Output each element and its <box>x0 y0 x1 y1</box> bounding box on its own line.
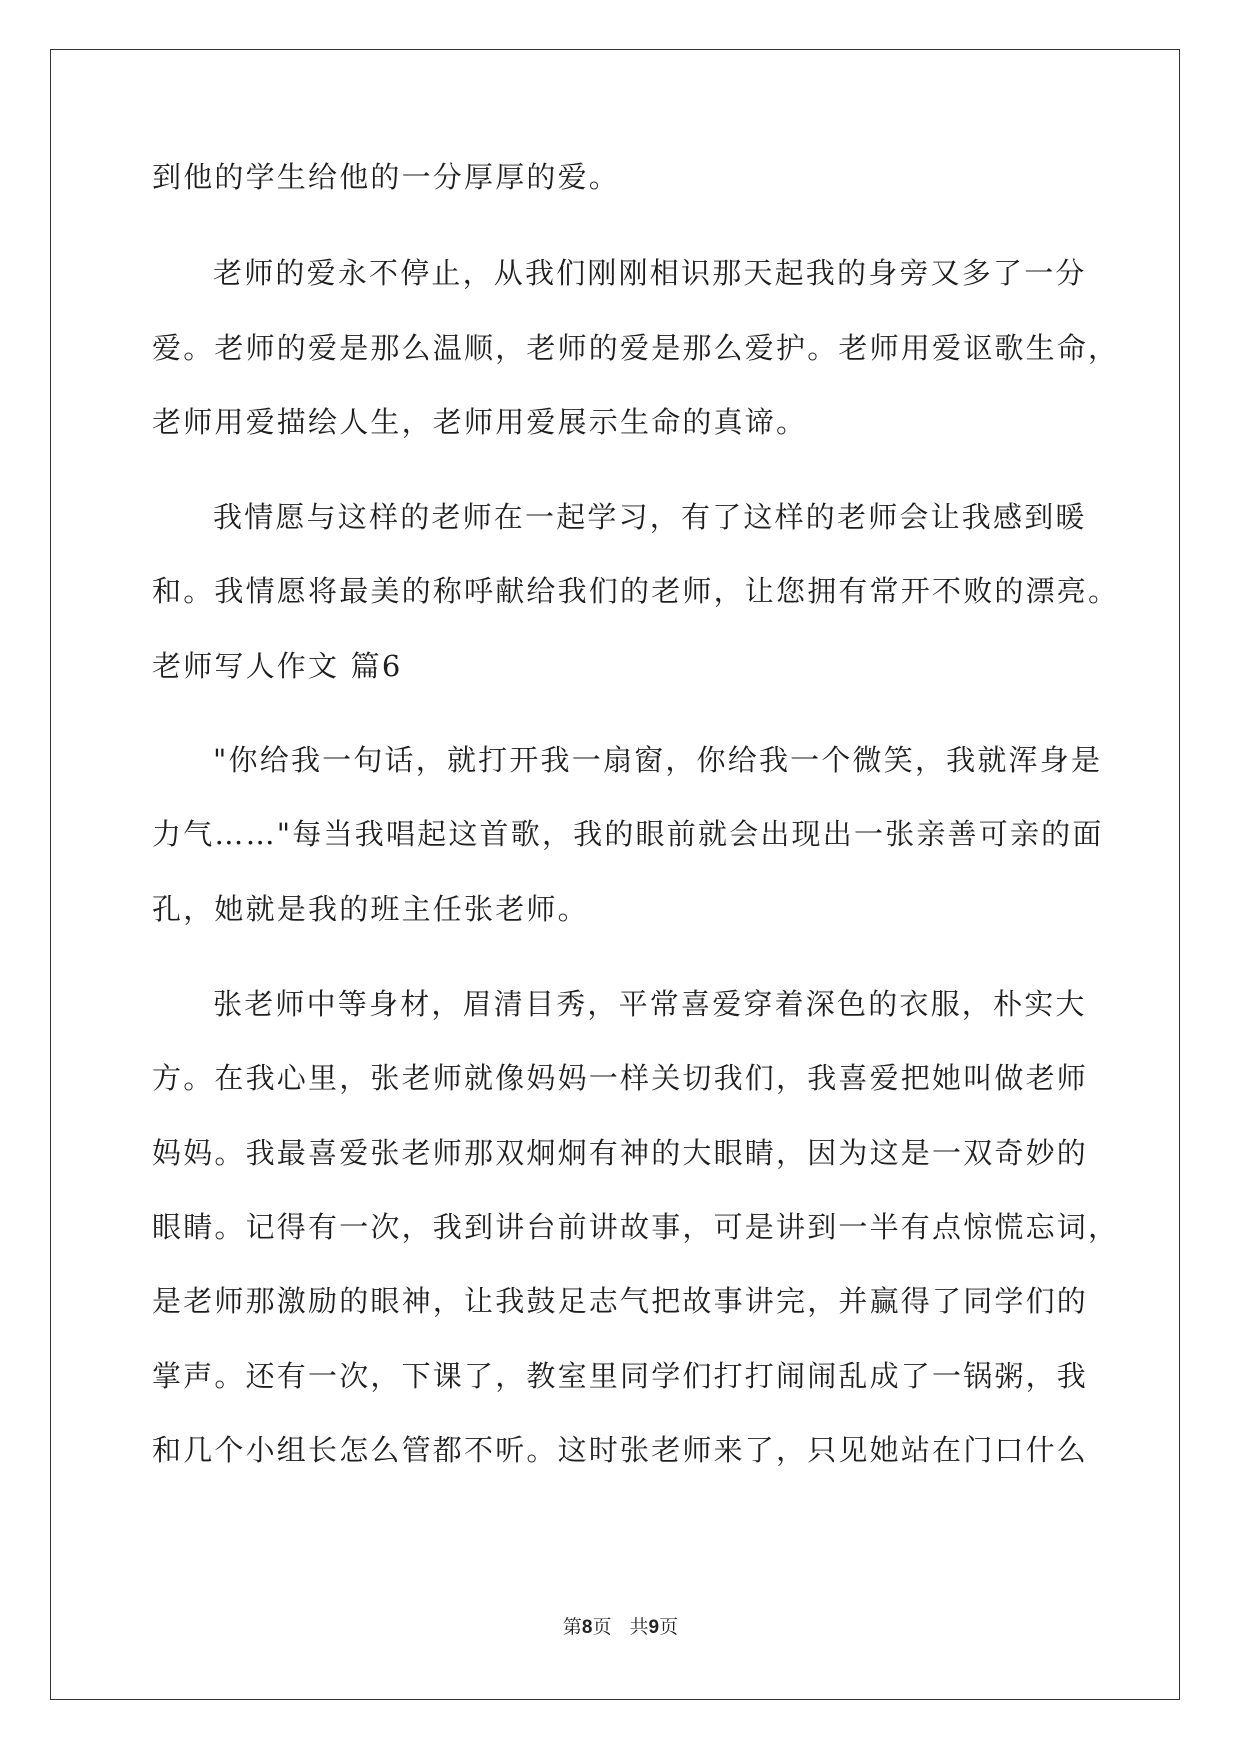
paragraph-start-line: "你给我一句话，就打开我一扇窗，你给我一个微笑，我就浑身是 <box>213 743 1103 777</box>
section-heading: 老师写人作文 篇6 <box>152 649 403 683</box>
total-page-number: 9 <box>648 1617 660 1638</box>
text-line: 和几个小组长怎么管都不听。这时张老师来了，只见她站在门口什么 <box>152 1433 1089 1467</box>
footer-page-word: 页 <box>592 1616 612 1638</box>
footer-prefix: 第 <box>562 1616 582 1638</box>
text-line: 爱。老师的爱是那么温顺，老师的爱是那么爱护。老师用爱讴歌生命， <box>152 331 1120 365</box>
footer-total-prefix: 共 <box>629 1616 649 1638</box>
text-line: 眼睛。记得有一次，我到讲台前讲故事，可是讲到一半有点惊慌忘词， <box>152 1210 1120 1244</box>
paragraph-start-line: 张老师中等身材，眉清目秀，平常喜爱穿着深色的衣服，朴实大 <box>213 987 1087 1021</box>
text-line: 老师用爱描绘人生，老师用爱展示生命的真谛。 <box>152 405 808 439</box>
text-line: 妈妈。我最喜爱张老师那双炯炯有神的大眼睛，因为这是一双奇妙的 <box>152 1136 1089 1170</box>
current-page-number: 8 <box>581 1617 593 1638</box>
paragraph-start-line: 我情愿与这样的老师在一起学习，有了这样的老师会让我感到暖 <box>213 500 1087 534</box>
text-line: 孔，她就是我的班主任张老师。 <box>152 892 589 926</box>
text-line: 和。我情愿将最美的称呼献给我们的老师，让您拥有常开不败的漂亮。 <box>152 574 1120 608</box>
paragraph-start-line: 老师的爱永不停止，从我们刚刚相识那天起我的身旁又多了一分 <box>213 256 1087 290</box>
text-line: 是老师那激励的眼神，让我鼓足志气把故事讲完，并赢得了同学们的 <box>152 1284 1089 1318</box>
text-line: 方。在我心里，张老师就像妈妈一样关切我们，我喜爱把她叫做老师 <box>152 1061 1089 1095</box>
text-line: 到他的学生给他的一分厚厚的爱。 <box>152 160 621 194</box>
text-line: 掌声。还有一次，下课了，教室里同学们打打闹闹乱成了一锅粥，我 <box>152 1359 1089 1393</box>
page-footer <box>0 1612 1241 1639</box>
text-line: 力气……"每当我唱起这首歌，我的眼前就会出现出一张亲善可亲的面 <box>152 817 1104 851</box>
footer-total-suffix: 页 <box>659 1616 679 1638</box>
